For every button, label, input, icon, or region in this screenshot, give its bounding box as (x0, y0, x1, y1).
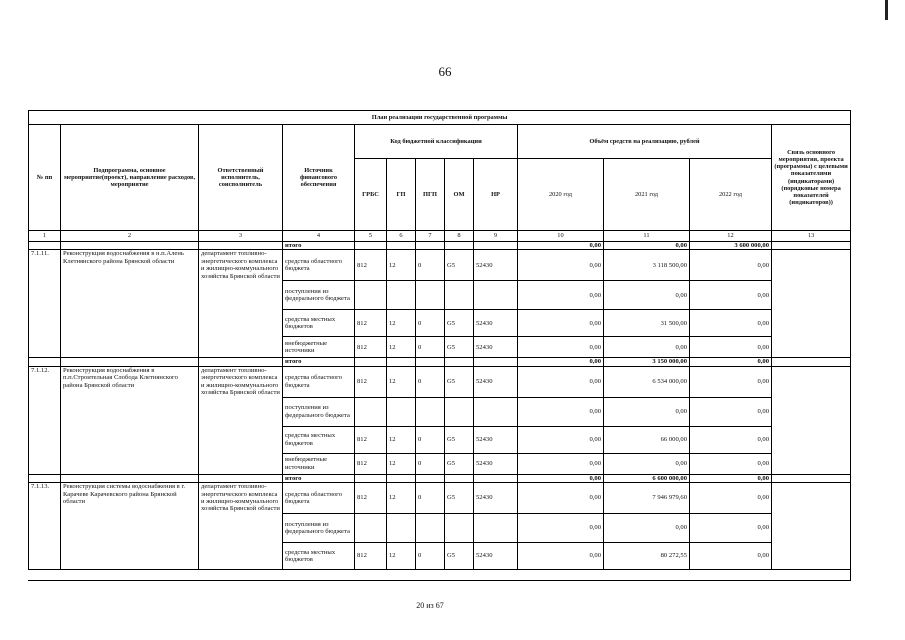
code-nr (474, 281, 518, 310)
amount-2021: 66 000,00 (604, 426, 690, 453)
code-grbs: 812 (355, 366, 387, 397)
amount-2022: 0,00 (690, 483, 772, 514)
header-source: Источник финансового обеспечения (283, 125, 355, 231)
amount-2022: 0,00 (690, 310, 772, 337)
amount-2022: 0,00 (690, 366, 772, 397)
page-number: 66 (438, 64, 452, 79)
section-executor: департамент топливно-энергетического комплекса и жилищно-коммунального хозяйства Брянской области (199, 366, 283, 474)
amount-2020: 0,00 (518, 483, 604, 514)
code-nr: 52430 (474, 337, 518, 358)
header-2020: 2020 год (518, 159, 604, 231)
column-number: 11 (604, 231, 690, 242)
amount-2022: 0,00 (690, 337, 772, 358)
code-pgp: 0 (416, 337, 445, 358)
total-row (29, 358, 851, 366)
code-om: G5 (445, 310, 474, 337)
indicator-link-cell (772, 366, 851, 474)
header-nr: НР (474, 159, 518, 231)
code-grbs: 812 (355, 250, 387, 281)
section-number: 7.1.12. (29, 366, 61, 474)
amount-2022: 0,00 (690, 514, 772, 543)
table-body (29, 242, 851, 570)
amount-2021: 0,00 (604, 281, 690, 310)
amount-2022: 0,00 (690, 281, 772, 310)
scan-edge-mark (885, 0, 888, 20)
column-number: 13 (772, 231, 851, 242)
funding-source: средства местных бюджетов (283, 543, 355, 570)
column-number: 6 (387, 231, 416, 242)
total-2020: 0,00 (518, 474, 604, 482)
code-om: G5 (445, 483, 474, 514)
amount-2020: 0,00 (518, 310, 604, 337)
column-number: 10 (518, 231, 604, 242)
budget-plan-table (28, 110, 851, 570)
code-om: G5 (445, 426, 474, 453)
code-grbs (355, 281, 387, 310)
amount-2020: 0,00 (518, 543, 604, 570)
total-label: итого (283, 358, 355, 366)
section-number: 7.1.11. (29, 250, 61, 358)
code-gp: 12 (387, 426, 416, 453)
amount-2022: 0,00 (690, 453, 772, 474)
code-grbs (355, 514, 387, 543)
column-number: 8 (445, 231, 474, 242)
code-nr: 52430 (474, 310, 518, 337)
code-nr: 52430 (474, 453, 518, 474)
code-nr: 52430 (474, 543, 518, 570)
code-pgp: 0 (416, 483, 445, 514)
funding-source: средства областного бюджета (283, 483, 355, 514)
funding-source: поступления из федерального бюджета (283, 397, 355, 426)
code-gp: 12 (387, 366, 416, 397)
code-nr: 52430 (474, 366, 518, 397)
code-om: G5 (445, 453, 474, 474)
code-gp: 12 (387, 483, 416, 514)
code-grbs: 812 (355, 337, 387, 358)
code-gp (387, 397, 416, 426)
amount-2020: 0,00 (518, 337, 604, 358)
total-2022: 0,00 (690, 474, 772, 482)
funding-source: средства областного бюджета (283, 366, 355, 397)
funding-source: средства местных бюджетов (283, 426, 355, 453)
total-row (29, 242, 851, 250)
total-row (29, 474, 851, 482)
total-2020: 0,00 (518, 358, 604, 366)
amount-2021: 6 534 000,00 (604, 366, 690, 397)
amount-2020: 0,00 (518, 453, 604, 474)
total-2020: 0,00 (518, 242, 604, 250)
amount-2022: 0,00 (690, 426, 772, 453)
amount-2021: 0,00 (604, 397, 690, 426)
amount-2021: 80 272,55 (604, 543, 690, 570)
amount-2020: 0,00 (518, 366, 604, 397)
section-executor: департамент топливно-энергетического комплекса и жилищно-коммунального хозяйства Брянской области (199, 483, 283, 570)
code-pgp: 0 (416, 366, 445, 397)
column-number: 9 (474, 231, 518, 242)
code-nr (474, 397, 518, 426)
code-nr: 52430 (474, 426, 518, 453)
header-num: № пп (29, 125, 61, 231)
code-grbs: 812 (355, 310, 387, 337)
column-number: 2 (61, 231, 199, 242)
table-row (29, 250, 851, 281)
total-label: итого (283, 474, 355, 482)
header-2021: 2021 год (604, 159, 690, 231)
section-name: Реконструкция водоснабжения в н.п.Алень Клетнянского района Брянской области (61, 250, 199, 358)
code-om (445, 281, 474, 310)
code-pgp: 0 (416, 543, 445, 570)
funding-source: внебюджетные источники (283, 453, 355, 474)
total-2022: 3 600 000,00 (690, 242, 772, 250)
section-name: Реконструкция системы водоснабжения в г. Карачеве Карачевского района Брянской области (61, 483, 199, 570)
code-pgp (416, 281, 445, 310)
header-gp: ГП (387, 159, 416, 231)
column-number: 3 (199, 231, 283, 242)
funding-source: поступления из федерального бюджета (283, 514, 355, 543)
header-pgp: ПГП (416, 159, 445, 231)
section-number: 7.1.13. (29, 483, 61, 570)
amount-2022: 0,00 (690, 397, 772, 426)
code-nr: 52430 (474, 250, 518, 281)
code-nr (474, 514, 518, 543)
funding-source: поступления из федерального бюджета (283, 281, 355, 310)
header-grbs: ГРБС (355, 159, 387, 231)
code-pgp: 0 (416, 250, 445, 281)
amount-2022: 0,00 (690, 543, 772, 570)
header-amount-group: Объём средств на реализацию, рублей (518, 125, 772, 159)
indicator-link-cell (772, 483, 851, 570)
code-om: G5 (445, 366, 474, 397)
code-pgp (416, 397, 445, 426)
header-executor: Ответственный исполнитель, соисполнитель (199, 125, 283, 231)
code-om (445, 514, 474, 543)
header-budget-code-group: Код бюджетной классификации (355, 125, 518, 159)
amount-2020: 0,00 (518, 250, 604, 281)
amount-2021: 0,00 (604, 337, 690, 358)
code-pgp (416, 514, 445, 543)
amount-2020: 0,00 (518, 514, 604, 543)
code-nr: 52430 (474, 483, 518, 514)
code-grbs (355, 397, 387, 426)
total-label: итого (283, 242, 355, 250)
header-indicator-link: Связь основного мероприятия, проекта (программы) с целевыми показателями (индикаторами) (порядковые номера показателей (индикаторов)) (772, 125, 851, 231)
code-gp (387, 514, 416, 543)
code-gp: 12 (387, 337, 416, 358)
column-number: 7 (416, 231, 445, 242)
column-number: 4 (283, 231, 355, 242)
section-executor: департамент топливно-энергетического комплекса и жилищно-коммунального хозяйства Брянской области (199, 250, 283, 358)
header-om: ОМ (445, 159, 474, 231)
funding-source: средства областного бюджета (283, 250, 355, 281)
code-om (445, 397, 474, 426)
section-name: Реконструкция водоснабжения в п.п.Строительная Слобода Клетнянского района Брянской области (61, 366, 199, 474)
code-gp: 12 (387, 543, 416, 570)
total-2021: 0,00 (604, 242, 690, 250)
table-header (29, 111, 851, 242)
indicator-link-cell (772, 250, 851, 358)
amount-2021: 0,00 (604, 514, 690, 543)
code-pgp: 0 (416, 453, 445, 474)
code-grbs: 812 (355, 543, 387, 570)
code-grbs: 812 (355, 426, 387, 453)
table-row (29, 483, 851, 514)
column-number-row (29, 231, 851, 242)
header-2022: 2022 год (690, 159, 772, 231)
code-om: G5 (445, 543, 474, 570)
code-gp: 12 (387, 250, 416, 281)
budget-plan-sheet (28, 110, 851, 581)
code-grbs: 812 (355, 453, 387, 474)
page-footer: 20 из 67 (416, 601, 444, 610)
code-gp (387, 281, 416, 310)
amount-2021: 3 118 500,00 (604, 250, 690, 281)
funding-source: средства местных бюджетов (283, 310, 355, 337)
amount-2020: 0,00 (518, 426, 604, 453)
code-gp: 12 (387, 453, 416, 474)
code-om: G5 (445, 337, 474, 358)
amount-2022: 0,00 (690, 250, 772, 281)
column-number: 5 (355, 231, 387, 242)
code-pgp: 0 (416, 310, 445, 337)
code-pgp: 0 (416, 426, 445, 453)
amount-2021: 0,00 (604, 453, 690, 474)
total-2021: 6 600 000,00 (604, 474, 690, 482)
code-om: G5 (445, 250, 474, 281)
amount-2021: 7 946 979,60 (604, 483, 690, 514)
amount-2020: 0,00 (518, 397, 604, 426)
table-title: План реализации государственной программы (29, 111, 851, 125)
code-gp: 12 (387, 310, 416, 337)
column-number: 1 (29, 231, 61, 242)
code-grbs: 812 (355, 483, 387, 514)
amount-2021: 31 500,00 (604, 310, 690, 337)
table-row (29, 366, 851, 397)
header-name: Подпрограмма, основное мероприятие(проект), направление расходов, мероприятие (61, 125, 199, 231)
column-number: 12 (690, 231, 772, 242)
funding-source: внебюджетные источники (283, 337, 355, 358)
total-2021: 3 150 000,00 (604, 358, 690, 366)
amount-2020: 0,00 (518, 281, 604, 310)
total-2022: 0,00 (690, 358, 772, 366)
